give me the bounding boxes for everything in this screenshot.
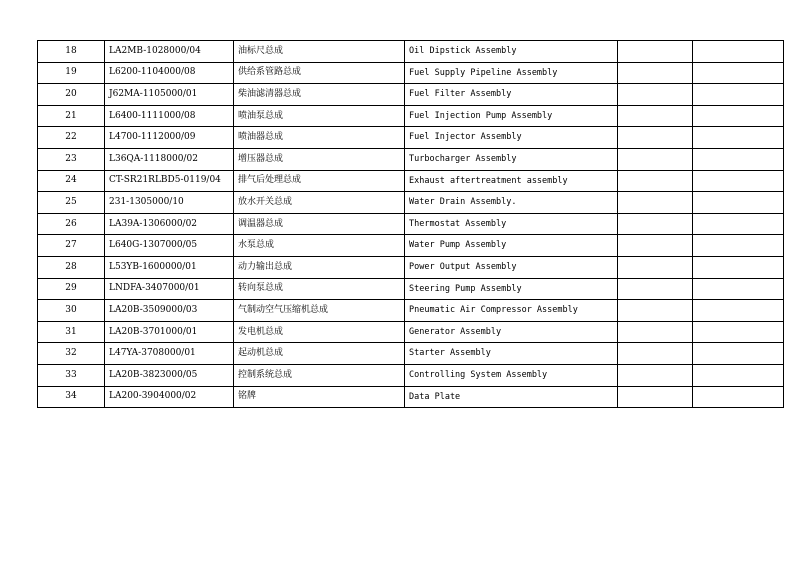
row-number-cell: 18 xyxy=(38,41,105,63)
blank-cell xyxy=(618,213,693,235)
part-number-cell: LNDFA-3407000/01 xyxy=(105,278,234,300)
chinese-name-cell: 排气后处理总成 xyxy=(234,170,405,192)
blank-cell xyxy=(618,105,693,127)
part-number-cell: L53YB-1600000/01 xyxy=(105,256,234,278)
blank-cell xyxy=(693,256,784,278)
english-name-cell: Fuel Filter Assembly xyxy=(405,84,618,106)
chinese-name-cell: 转向泵总成 xyxy=(234,278,405,300)
table-row xyxy=(38,386,784,408)
english-name-cell: Power Output Assembly xyxy=(405,256,618,278)
row-number-cell: 23 xyxy=(38,148,105,170)
blank-cell xyxy=(693,62,784,84)
blank-cell xyxy=(693,364,784,386)
chinese-name-cell: 发电机总成 xyxy=(234,321,405,343)
blank-cell xyxy=(693,300,784,322)
row-number-cell: 34 xyxy=(38,386,105,408)
row-number-cell: 22 xyxy=(38,127,105,149)
blank-cell xyxy=(618,278,693,300)
part-number-cell: L36QA-1118000/02 xyxy=(105,148,234,170)
table-row xyxy=(38,62,784,84)
parts-list-table xyxy=(37,40,784,408)
blank-cell xyxy=(618,84,693,106)
english-name-cell: Fuel Injector Assembly xyxy=(405,127,618,149)
part-number-cell: LA2MB-1028000/04 xyxy=(105,41,234,63)
part-number-cell: LA20B-3509000/03 xyxy=(105,300,234,322)
english-name-cell: Fuel Supply Pipeline Assembly xyxy=(405,62,618,84)
row-number-cell: 32 xyxy=(38,343,105,365)
blank-cell xyxy=(693,170,784,192)
part-number-cell: L6400-1111000/08 xyxy=(105,105,234,127)
part-number-cell: J62MA-1105000/01 xyxy=(105,84,234,106)
part-number-cell: LA20B-3823000/05 xyxy=(105,364,234,386)
chinese-name-cell: 水泵总成 xyxy=(234,235,405,257)
chinese-name-cell: 起动机总成 xyxy=(234,343,405,365)
blank-cell xyxy=(618,41,693,63)
table-row xyxy=(38,343,784,365)
blank-cell xyxy=(618,364,693,386)
english-name-cell: Starter Assembly xyxy=(405,343,618,365)
english-name-cell: Oil Dipstick Assembly xyxy=(405,41,618,63)
blank-cell xyxy=(618,343,693,365)
part-number-cell: LA200-3904000/02 xyxy=(105,386,234,408)
row-number-cell: 31 xyxy=(38,321,105,343)
chinese-name-cell: 放水开关总成 xyxy=(234,192,405,214)
english-name-cell: Water Pump Assembly xyxy=(405,235,618,257)
table-row xyxy=(38,213,784,235)
english-name-cell: Turbocharger Assembly xyxy=(405,148,618,170)
part-number-cell: LA20B-3701000/01 xyxy=(105,321,234,343)
english-name-cell: Exhaust aftertreatment assembly xyxy=(405,170,618,192)
chinese-name-cell: 调温器总成 xyxy=(234,213,405,235)
table-row xyxy=(38,84,784,106)
english-name-cell: Steering Pump Assembly xyxy=(405,278,618,300)
table-row xyxy=(38,364,784,386)
chinese-name-cell: 喷油泵总成 xyxy=(234,105,405,127)
blank-cell xyxy=(693,105,784,127)
chinese-name-cell: 柴油滤清器总成 xyxy=(234,84,405,106)
english-name-cell: Water Drain Assembly. xyxy=(405,192,618,214)
row-number-cell: 29 xyxy=(38,278,105,300)
blank-cell xyxy=(693,235,784,257)
table-row xyxy=(38,235,784,257)
blank-cell xyxy=(693,41,784,63)
blank-cell xyxy=(693,213,784,235)
chinese-name-cell: 增压器总成 xyxy=(234,148,405,170)
blank-cell xyxy=(693,84,784,106)
blank-cell xyxy=(618,127,693,149)
blank-cell xyxy=(618,148,693,170)
blank-cell xyxy=(618,235,693,257)
part-number-cell: CT-SR21RLBD5-0119/04 xyxy=(105,170,234,192)
part-number-cell: 231-1305000/10 xyxy=(105,192,234,214)
table-row xyxy=(38,256,784,278)
part-number-cell: LA39A-1306000/02 xyxy=(105,213,234,235)
part-number-cell: L6200-1104000/08 xyxy=(105,62,234,84)
table-row xyxy=(38,300,784,322)
part-number-cell: L47YA-3708000/01 xyxy=(105,343,234,365)
row-number-cell: 25 xyxy=(38,192,105,214)
blank-cell xyxy=(618,62,693,84)
chinese-name-cell: 油标尺总成 xyxy=(234,41,405,63)
blank-cell xyxy=(693,278,784,300)
english-name-cell: Thermostat Assembly xyxy=(405,213,618,235)
row-number-cell: 27 xyxy=(38,235,105,257)
table-row xyxy=(38,278,784,300)
english-name-cell: Pneumatic Air Compressor Assembly xyxy=(405,300,618,322)
row-number-cell: 33 xyxy=(38,364,105,386)
row-number-cell: 21 xyxy=(38,105,105,127)
chinese-name-cell: 控制系统总成 xyxy=(234,364,405,386)
parts-table-body xyxy=(38,41,784,408)
table-row xyxy=(38,148,784,170)
table-row xyxy=(38,105,784,127)
blank-cell xyxy=(618,300,693,322)
english-name-cell: Fuel Injection Pump Assembly xyxy=(405,105,618,127)
english-name-cell: Controlling System Assembly xyxy=(405,364,618,386)
table-row xyxy=(38,127,784,149)
row-number-cell: 24 xyxy=(38,170,105,192)
table-row xyxy=(38,170,784,192)
blank-cell xyxy=(693,321,784,343)
chinese-name-cell: 铭牌 xyxy=(234,386,405,408)
blank-cell xyxy=(618,256,693,278)
chinese-name-cell: 供给系管路总成 xyxy=(234,62,405,84)
table-row xyxy=(38,192,784,214)
chinese-name-cell: 气制动空气压缩机总成 xyxy=(234,300,405,322)
blank-cell xyxy=(618,386,693,408)
blank-cell xyxy=(693,148,784,170)
blank-cell xyxy=(693,192,784,214)
row-number-cell: 26 xyxy=(38,213,105,235)
blank-cell xyxy=(618,170,693,192)
part-number-cell: L640G-1307000/05 xyxy=(105,235,234,257)
blank-cell xyxy=(618,321,693,343)
row-number-cell: 19 xyxy=(38,62,105,84)
blank-cell xyxy=(618,192,693,214)
row-number-cell: 20 xyxy=(38,84,105,106)
part-number-cell: L4700-1112000/09 xyxy=(105,127,234,149)
table-row xyxy=(38,41,784,63)
blank-cell xyxy=(693,343,784,365)
row-number-cell: 30 xyxy=(38,300,105,322)
chinese-name-cell: 动力输出总成 xyxy=(234,256,405,278)
blank-cell xyxy=(693,127,784,149)
english-name-cell: Generator Assembly xyxy=(405,321,618,343)
row-number-cell: 28 xyxy=(38,256,105,278)
table-row xyxy=(38,321,784,343)
blank-cell xyxy=(693,386,784,408)
english-name-cell: Data Plate xyxy=(405,386,618,408)
chinese-name-cell: 喷油器总成 xyxy=(234,127,405,149)
